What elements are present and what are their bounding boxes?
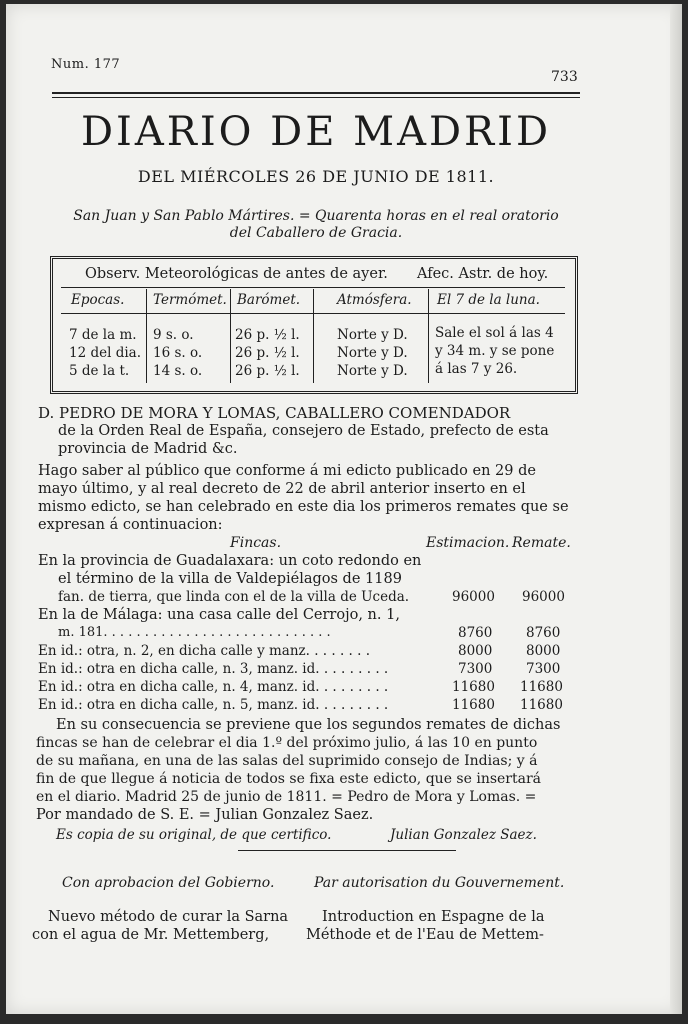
item-remate: 8760 xyxy=(526,625,561,641)
item-line: En id.: otra en dicha calle, n. 5, manz. id. . . . . . . . . xyxy=(38,697,389,713)
item-line: m. 181. . . . . . . . . . . . . . . . . . . . . . . . . . . . xyxy=(58,625,331,640)
item-estimacion: 11680 xyxy=(452,679,495,695)
notice-heading: D. PEDRO DE MORA Y LOMAS, CABALLERO COMENDADOR xyxy=(38,404,511,422)
paragraph-line: mayo último, y al real decreto de 22 de abril anterior inserto en el xyxy=(38,481,526,497)
paragraph-line: en el diario. Madrid 25 de junio de 1811. = Pedro de Mora y Lomas. = xyxy=(36,789,537,805)
newspaper-page xyxy=(6,4,682,1014)
column-divider xyxy=(146,289,147,383)
item-estimacion: 11680 xyxy=(452,697,495,713)
luna-line: á las 7 y 26. xyxy=(435,361,518,377)
approval-spanish: Con aprobacion del Gobierno. xyxy=(62,875,275,891)
item-estimacion: 8760 xyxy=(458,625,493,641)
row-epoca: 7 de la m. xyxy=(69,327,137,343)
certification-line: Es copia de su original, de que certifico. xyxy=(56,827,332,843)
column-divider xyxy=(313,289,314,383)
col-header-luna: El 7 de la luna. xyxy=(437,292,540,308)
column-right-line: Introduction en Espagne de la xyxy=(322,909,545,925)
luna-line: y 34 m. y se pone xyxy=(435,343,555,359)
paragraph-line: expresan á continuacion: xyxy=(38,517,223,533)
item-remate: 11680 xyxy=(520,697,563,713)
row-termometro: 14 s. o. xyxy=(153,363,203,379)
item-line: En id.: otra, n. 2, en dicha calle y manz. . . . . . . . xyxy=(38,643,371,659)
row-barometro: 26 p. ½ l. xyxy=(235,327,300,343)
item-remate: 8000 xyxy=(526,643,561,659)
item-estimacion: 8000 xyxy=(458,643,493,659)
top-rule xyxy=(52,92,580,94)
column-left-line: con el agua de Mr. Mettemberg, xyxy=(32,927,270,943)
col-header-atmosfera: Atmósfera. xyxy=(337,292,412,308)
item-remate: 96000 xyxy=(522,589,565,605)
paragraph-line: fincas se han de celebrar el dia 1.º del próximo julio, á las 10 en punto xyxy=(36,735,538,751)
col-header-fincas: Fincas. xyxy=(230,535,282,551)
row-termometro: 16 s. o. xyxy=(153,345,203,361)
column-divider xyxy=(230,289,231,383)
masthead-title: DIARIO DE MADRID xyxy=(80,109,552,155)
row-barometro: 26 p. ½ l. xyxy=(235,345,300,361)
item-remate: 11680 xyxy=(520,679,563,695)
column-right-line: Méthode et de l'Eau de Mettem- xyxy=(306,927,544,943)
notice-heading-line: de la Orden Real de España, consejero de Estado, prefecto de esta xyxy=(58,423,549,439)
page-number: 733 xyxy=(551,69,578,85)
item-remate: 7300 xyxy=(526,661,561,677)
col-header-estimacion: Estimacion. xyxy=(426,535,510,551)
table-rule xyxy=(61,287,565,288)
luna-line: Sale el sol á las 4 xyxy=(435,325,554,341)
paragraph-line: En su consecuencia se previene que los segundos remates de dichas xyxy=(56,717,561,733)
row-atmosfera: Norte y D. xyxy=(337,345,408,361)
approval-french: Par autorisation du Gouvernement. xyxy=(314,875,565,891)
item-line: En la de Málaga: una casa calle del Cerrojo, n. 1, xyxy=(38,607,400,623)
row-barometro: 26 p. ½ l. xyxy=(235,363,300,379)
column-divider xyxy=(428,289,429,383)
row-epoca: 5 de la t. xyxy=(69,363,130,379)
page-spine-shadow xyxy=(670,4,682,1014)
saints-line: del Caballero de Gracia. xyxy=(229,225,403,241)
paragraph-line: Hago saber al público que conforme á mi edicto publicado en 29 de xyxy=(38,463,536,479)
meteo-right-title: Afec. Astr. de hoy. xyxy=(417,266,549,282)
meteo-left-title: Observ. Meteorológicas de antes de ayer. xyxy=(85,266,388,282)
notice-heading-line: provincia de Madrid &c. xyxy=(58,441,238,457)
paragraph-line: de su mañana, en una de las salas del suprimido consejo de Indias; y á xyxy=(36,753,538,769)
meteorological-table xyxy=(50,256,578,394)
item-line: En id.: otra en dicha calle, n. 4, manz. id. . . . . . . . . xyxy=(38,679,389,695)
column-left-line: Nuevo método de curar la Sarna xyxy=(48,909,289,925)
item-line: el término de la villa de Valdepiélagos de 1189 xyxy=(58,571,402,587)
col-header-epocas: Epocas. xyxy=(71,292,125,308)
item-line: En la provincia de Guadalaxara: un coto redondo en xyxy=(38,553,422,569)
item-line: fan. de tierra, que linda con el de la villa de Uceda. xyxy=(58,589,410,605)
dateline: DEL MIÉRCOLES 26 DE JUNIO DE 1811. xyxy=(137,167,495,186)
paragraph-line: fin de que llegue á noticia de todos se fixa este edicto, que se insertará xyxy=(36,771,542,787)
item-estimacion: 7300 xyxy=(458,661,493,677)
saints-of-the-day xyxy=(52,208,580,242)
issue-number: Num. 177 xyxy=(51,57,121,72)
col-header-remate: Remate. xyxy=(512,535,571,551)
certification-signature: Julian Gonzalez Saez. xyxy=(390,827,537,843)
row-epoca: 12 del dia. xyxy=(69,345,142,361)
section-rule xyxy=(238,850,456,851)
row-atmosfera: Norte y D. xyxy=(337,363,408,379)
paragraph-line: Por mandado de S. E. = Julian Gonzalez Saez. xyxy=(36,807,374,823)
row-atmosfera: Norte y D. xyxy=(337,327,408,343)
item-line: En id.: otra en dicha calle, n. 3, manz. id. . . . . . . . . xyxy=(38,661,389,677)
row-termometro: 9 s. o. xyxy=(153,327,194,343)
item-estimacion: 96000 xyxy=(452,589,495,605)
col-header-barometro: Barómet. xyxy=(237,292,301,308)
top-rule-thin xyxy=(52,97,580,98)
col-header-termometro: Termómet. xyxy=(153,292,227,308)
paragraph-line: mismo edicto, se han celebrado en este dia los primeros remates que se xyxy=(38,499,569,515)
saints-line: San Juan y San Pablo Mártires. = Quarenta horas en el real oratorio xyxy=(73,208,559,224)
